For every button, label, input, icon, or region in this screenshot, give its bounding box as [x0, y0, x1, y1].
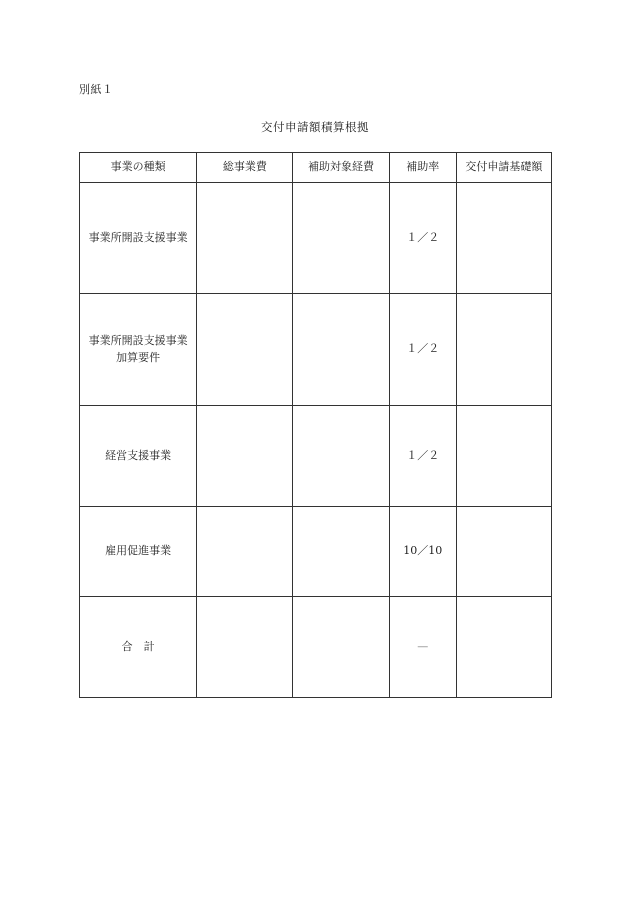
cell-eligible-cost [293, 183, 389, 294]
project-type-label: 事業所開設支援事業 [88, 230, 188, 244]
table-row [80, 406, 552, 507]
cell-base-amount [456, 294, 551, 406]
cell-subsidy-rate: 10／10 [389, 507, 456, 597]
header-base-amount: 交付申請基礎額 [456, 153, 551, 183]
total-label: 合 計 [121, 639, 155, 653]
cell-eligible-cost [293, 507, 389, 597]
cell-eligible-cost [293, 406, 389, 507]
cell-subsidy-rate: １／２ [389, 294, 456, 406]
cell-total-cost [197, 294, 293, 406]
header-eligible-cost: 補助対象経費 [293, 153, 389, 183]
cell-base-amount [456, 507, 551, 597]
cell-base-amount [456, 406, 551, 507]
table-row [80, 294, 552, 406]
cell-base-amount [456, 183, 551, 294]
header-total-cost: 総事業費 [197, 153, 293, 183]
cell-subsidy-rate: — [389, 597, 456, 698]
cell-subsidy-rate: １／２ [389, 183, 456, 294]
cell-total-cost [197, 183, 293, 294]
table-row [80, 183, 552, 294]
project-type-label: 経営支援事業 [105, 448, 172, 462]
grant-calculation-table [79, 152, 552, 698]
cell-subsidy-rate: １／２ [389, 406, 456, 507]
cell-eligible-cost [293, 294, 389, 406]
cell-project-type [80, 183, 197, 294]
cell-total-cost [197, 597, 293, 698]
cell-total-label [80, 597, 197, 698]
project-type-label: 事業所開設支援事業 加算要件 [88, 334, 188, 364]
table-row-total [80, 597, 552, 698]
table-row [80, 507, 552, 597]
document-title: 交付申請額積算根拠 [261, 120, 369, 134]
project-type-label: 雇用促進事業 [105, 544, 172, 558]
cell-project-type [80, 507, 197, 597]
cell-base-amount [456, 597, 551, 698]
cell-total-cost [197, 406, 293, 507]
cell-project-type [80, 406, 197, 507]
cell-project-type [80, 294, 197, 406]
header-subsidy-rate: 補助率 [389, 153, 456, 183]
attachment-label: 別紙１ [79, 83, 114, 96]
cell-eligible-cost [293, 597, 389, 698]
header-project-type: 事業の種類 [80, 153, 197, 183]
cell-total-cost [197, 507, 293, 597]
table-header-row [80, 153, 552, 183]
